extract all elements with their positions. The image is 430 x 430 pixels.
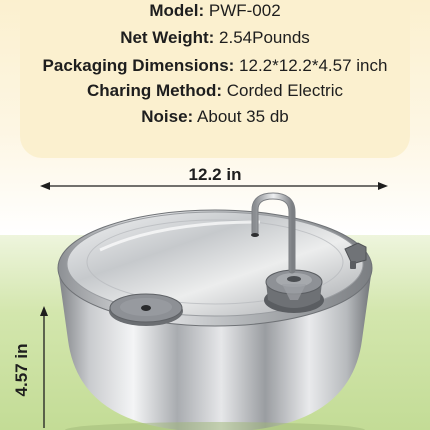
bowl-shadow xyxy=(65,422,365,430)
height-dimension-label: 4.57 in xyxy=(12,343,31,397)
spec-net-weight-key: Net Weight: xyxy=(120,28,215,47)
spec-noise-value: About 35 db xyxy=(197,107,289,126)
spec-model-key: Model: xyxy=(149,1,205,20)
width-dimension-label: 12.2 in xyxy=(188,165,242,184)
arrow-up-icon xyxy=(40,306,48,316)
spec-packaging-dimensions-value: 12.2*12.2*4.57 inch xyxy=(239,56,388,75)
spec-charging-method-value: Corded Electric xyxy=(226,81,343,100)
spec-net-weight-value: 2.54Pounds xyxy=(219,28,310,47)
height-dimension-line xyxy=(40,306,48,428)
spec-noise-key: Noise: xyxy=(141,107,194,126)
spec-charging-method-key: Charing Method: xyxy=(87,81,223,100)
fountain-pump-icon xyxy=(264,270,324,313)
spec-packaging-dimensions-key: Packaging Dimensions: xyxy=(42,56,235,75)
spec-model-value: PWF-002 xyxy=(208,1,281,20)
refill-cap-icon xyxy=(109,294,183,326)
